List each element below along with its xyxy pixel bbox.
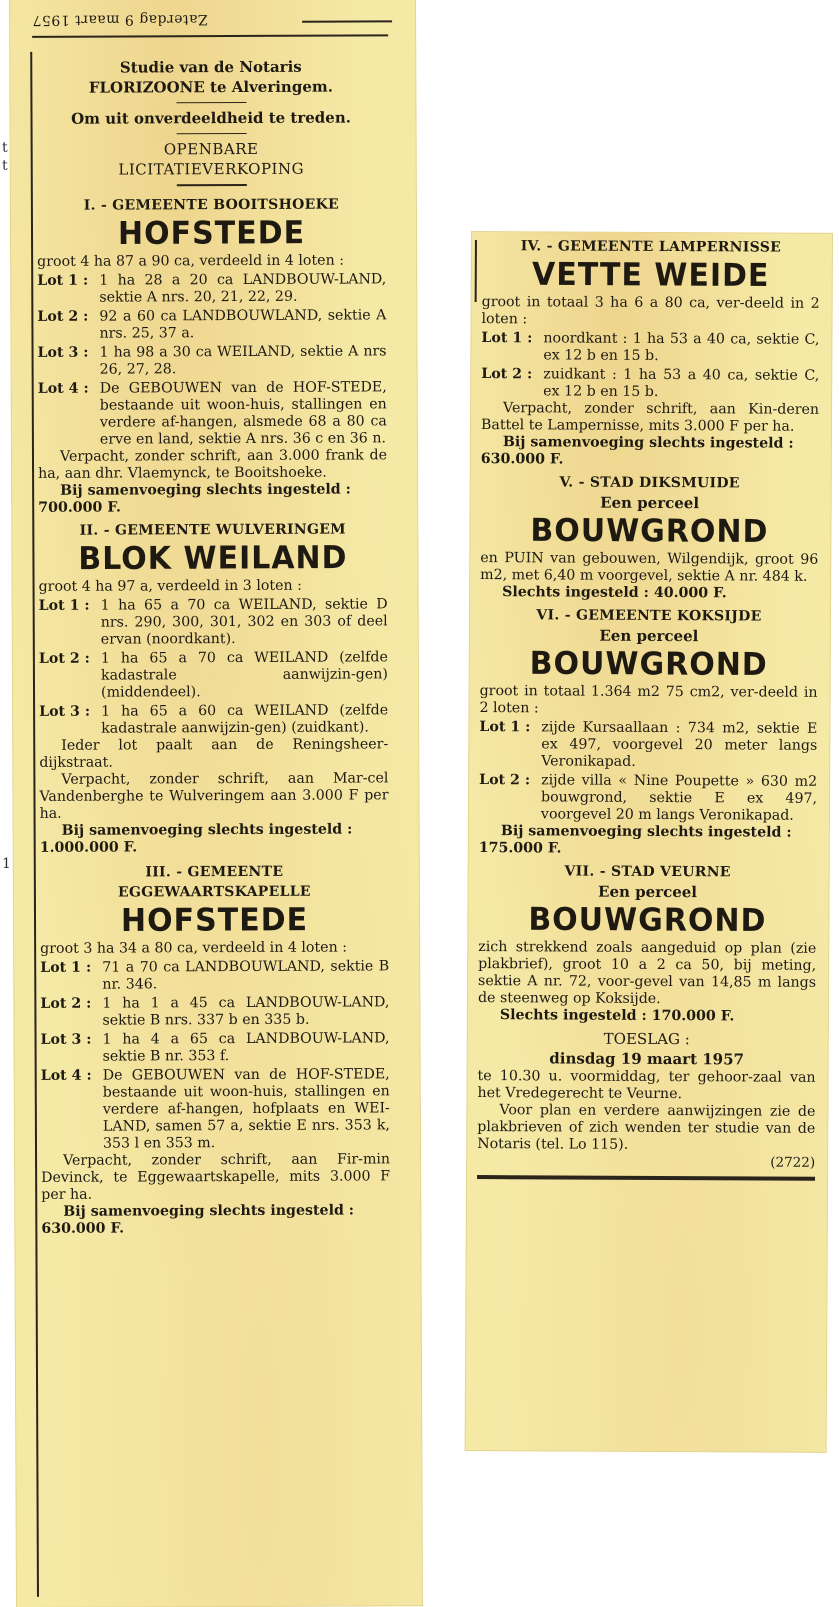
section-intro: groot in totaal 3 ha 6 a 80 ca, ver-deeld in 2 loten : xyxy=(481,294,820,328)
note-text: Ieder lot paalt aan de Reningsheer-dijkstraat. xyxy=(39,736,389,771)
margin-mark: t xyxy=(2,140,8,156)
lot-desc: noordkant : 1 ha 53 a 40 ca, sektie C, ex 12 b en 15 b. xyxy=(543,330,820,364)
lot-desc: 1 ha 28 a 20 ca LANDBOUW-LAND, sektie A nrs. 20, 21, 22, 29. xyxy=(99,271,387,306)
section-intro: groot 3 ha 34 a 80 ca, verdeeld in 4 loten : xyxy=(40,939,348,957)
lot-label: Lot 1 : xyxy=(37,272,89,289)
total-price: Bij samenvoeging slechts ingesteld : 175.000 F. xyxy=(478,823,792,857)
lot-desc: zuidkant : 1 ha 53 a 40 ca, sektie C, ex 12 b en 15 b. xyxy=(543,366,820,400)
lot-label: Lot 2 : xyxy=(37,308,89,325)
lot-item xyxy=(40,994,389,1030)
lot-item xyxy=(37,271,386,307)
section-intro: groot in totaal 1.364 m2 75 cm2, ver-deeld in 2 loten : xyxy=(479,683,818,717)
lease-text: Verpacht, zonder schrift, aan 3.000 frank de ha, aan dhr. Vlaemynck, te Booitshoeke. xyxy=(38,447,388,482)
total-price: Bij samenvoeging slechts ingesteld : 1.000.000 F. xyxy=(39,821,353,856)
margin-mark: t xyxy=(2,158,8,174)
lot-item xyxy=(39,649,388,702)
lot-desc: De GEBOUWEN van de HOF-STEDE, bestaande uit woon-huis, stallingen en verdere af-hangen, alsmede 68 a 80 ca erve en land, sektie A nrs. 36 c en 36 n. xyxy=(99,379,387,448)
lot-label: Lot 2 : xyxy=(40,995,92,1012)
lot-label: Lot 2 : xyxy=(38,650,90,667)
ad-reference: (2722) xyxy=(770,1154,816,1171)
divider xyxy=(176,133,246,134)
lot-label: Lot 1 : xyxy=(479,719,531,736)
purpose: Om uit onverdeeldheid te treden. xyxy=(71,108,351,128)
lease-text: Verpacht, zonder schrift, aan Mar-cel Vandenberghe te Wulveringem aan 3.000 F per ha. xyxy=(39,770,389,822)
lot-item xyxy=(39,702,388,738)
section-heading: I. - GEMEENTE BOOITSHOEKE xyxy=(83,196,340,214)
lot-item xyxy=(41,1066,390,1153)
section-title: HOFSTEDE xyxy=(117,214,306,253)
lot-desc: 1 ha 4 a 65 ca LANDBOUW-LAND, sektie B nr. 353 f. xyxy=(102,1030,390,1065)
lot-item xyxy=(37,307,386,343)
sale-type: LICITATIEVERKOPING xyxy=(118,159,305,179)
divider xyxy=(176,184,246,186)
masthead-date: Zaterdag 9 maart 1957 xyxy=(32,11,208,28)
section-intro: groot 4 ha 97 a, verdeeld in 3 loten : xyxy=(38,577,302,595)
section-heading: VI. - GEMEENTE KOKSIJDE xyxy=(536,607,762,625)
total-price: Bij samenvoeging slechts ingesteld : 630.000 F. xyxy=(480,434,794,468)
office-line: Studie van de Notaris xyxy=(119,57,302,77)
section-subtitle: Een perceel xyxy=(600,493,700,513)
lot-label: Lot 3 : xyxy=(39,703,91,720)
lot-desc: 1 ha 1 a 45 ca LANDBOUW-LAND, sektie B nrs. 337 b en 335 b. xyxy=(102,994,390,1029)
lot-desc: 1 ha 65 a 70 ca WEILAND (zelfde kadastrale aanwijzin-gen) (middendeel). xyxy=(100,649,388,701)
lot-item xyxy=(39,596,388,649)
lot-label: Lot 1 : xyxy=(481,330,533,347)
total-price: Slechts ingesteld : 170.000 F. xyxy=(499,1007,735,1025)
lot-item xyxy=(41,1030,390,1066)
lot-desc: 92 a 60 ca LANDBOUWLAND, sektie A nrs. 25, 37 a. xyxy=(99,307,387,342)
section-title: BOUWGROND xyxy=(528,901,767,940)
section-title: BLOK WEILAND xyxy=(78,539,348,578)
lot-item xyxy=(481,366,819,402)
lot-desc: 71 a 70 ca LANDBOUWLAND, sektie B nr. 346. xyxy=(102,958,390,993)
lot-item xyxy=(479,719,817,772)
section-heading: V. - STAD DIKSMUIDE xyxy=(559,474,740,492)
lot-label: Lot 2 : xyxy=(481,366,533,383)
lease-text: Verpacht, zonder schrift, aan Fir-min Devinck, te Eggewaartskapelle, mits 3.000 F per ha. xyxy=(41,1151,391,1203)
lot-desc: 1 ha 65 a 70 ca WEILAND, sektie D nrs. 290, 300, 301, 302 en 303 of deel ervan (noordkant). xyxy=(100,596,388,648)
divider xyxy=(176,102,246,103)
lot-item xyxy=(479,772,817,825)
section-heading: VII. - STAD VEURNE xyxy=(564,863,731,881)
office-line: FLORIZOONE te Alveringem. xyxy=(88,77,333,97)
section-desc: zich strekkend zoals aangeduid op plan (zie plakbrief), groot 10 a 2 ca 50, bij meting, sektie A nr. 72, voor-gevel van 14,85 m langs de steenweg op Koksijde. xyxy=(477,939,817,1007)
section-heading: II. - GEMEENTE WULVERINGEM xyxy=(79,521,347,539)
info-text: Voor plan en verdere aanwijzingen zie de plakbrieven of zich wenden ter studie van de Notaris (tel. Lo 115). xyxy=(477,1102,816,1153)
masthead xyxy=(32,10,384,32)
section-heading: III. - GEMEENTE xyxy=(145,863,284,881)
right-column xyxy=(466,236,832,1452)
lot-label: Lot 1 : xyxy=(38,597,90,614)
left-clipping xyxy=(10,0,422,1607)
sale-type: OPENBARE xyxy=(163,139,259,159)
masthead-rule xyxy=(302,20,392,22)
lot-label: Lot 4 : xyxy=(40,1067,92,1084)
lot-desc: De GEBOUWEN van de HOF-STEDE, bestaande uit woon-huis, stallingen en verdere af-hangen, hofplaats en WEI-LAND, samen 57 a, sektie E nrs. 353 k, 353 l en 353 m. xyxy=(102,1066,390,1152)
lot-label: Lot 1 : xyxy=(40,959,92,976)
left-column xyxy=(10,56,422,1607)
lot-item xyxy=(481,330,819,366)
lot-label: Lot 3 : xyxy=(40,1031,92,1048)
section-subtitle: Een perceel xyxy=(598,882,698,902)
section-desc: en PUIN van gebouwen, Wilgendijk, groot 96 m2, met 6,40 m voorgevel, sektie A nr. 484 k. xyxy=(480,550,819,585)
lot-label: Lot 4 : xyxy=(37,380,89,397)
end-rule xyxy=(477,1175,815,1181)
lot-item xyxy=(40,958,389,994)
total-price: Bij samenvoeging slechts ingesteld : 630.000 F. xyxy=(41,1202,355,1237)
lot-item xyxy=(38,343,387,379)
lot-desc: zijde Kursaallaan : 734 m2, sektie E ex 497, voorgevel 20 meter langs Veronikapad. xyxy=(541,719,818,770)
lot-desc: 1 ha 98 a 30 ca WEILAND, sektie A nrs 26, 27, 28. xyxy=(99,343,387,378)
lot-item xyxy=(38,379,387,449)
section-subtitle: Een perceel xyxy=(599,626,699,646)
margin-mark: 1 xyxy=(2,856,11,872)
toeslag-label: TOESLAG : xyxy=(603,1029,690,1049)
section-title: VETTE WEIDE xyxy=(531,256,770,295)
lot-desc: zijde villa « Nine Poupette » 630 m2 bouwgrond, sektie E ex 497, voorgevel 20 m langs Veronikapad. xyxy=(540,772,818,824)
total-price: Slechts ingesteld : 40.000 F. xyxy=(502,584,727,602)
section-title: BOUWGROND xyxy=(529,645,768,684)
section-title: HOFSTEDE xyxy=(120,901,309,940)
lot-desc: 1 ha 65 a 60 ca WEILAND (zelfde kadastrale aanwijzin-gen) (zuidkant). xyxy=(101,702,389,737)
top-rule xyxy=(32,34,388,38)
total-price: Bij samenvoeging slechts ingesteld : 700.000 F. xyxy=(38,481,351,516)
lot-label: Lot 2 : xyxy=(479,772,531,789)
section-heading: IV. - GEMEENTE LAMPERNISSE xyxy=(520,238,782,256)
lot-label: Lot 3 : xyxy=(37,344,89,361)
right-clipping xyxy=(466,232,832,1452)
section-title: BOUWGROND xyxy=(530,512,769,551)
toeslag-location: te 10.30 u. voormiddag, ter gehoor-zaal van het Vredegerecht te Veurne. xyxy=(477,1068,816,1103)
section-intro: groot 4 ha 87 a 90 ca, verdeeld in 4 loten : xyxy=(37,252,345,270)
section-heading: EGGEWAARTSKAPELLE xyxy=(117,883,311,901)
toeslag-date: dinsdag 19 maart 1957 xyxy=(549,1049,745,1069)
lease-text: Verpacht, zonder schrift, aan Kin-deren Battel te Lampernisse, mits 3.000 F per ha. xyxy=(480,400,820,435)
